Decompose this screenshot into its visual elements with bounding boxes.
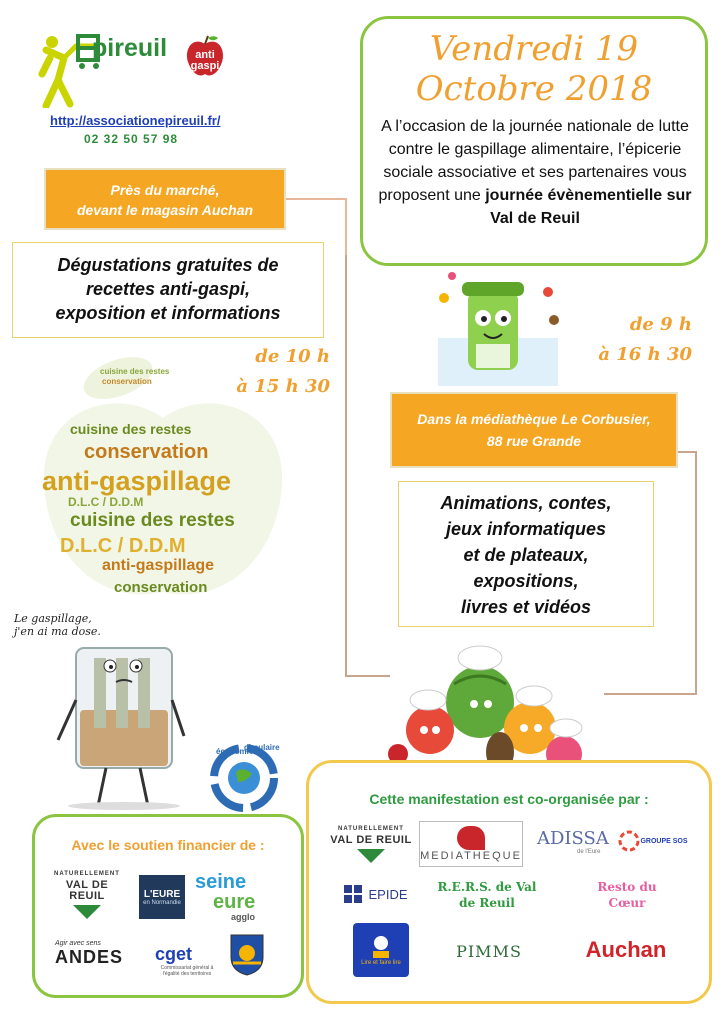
location2-activity-line1: Animations, contes,	[440, 493, 612, 513]
mediatheque-logo	[419, 821, 523, 867]
event-date-box	[360, 16, 708, 266]
location1-activities	[12, 242, 324, 338]
location2-time-from: de 9 h	[629, 314, 692, 335]
rers-logo	[425, 875, 549, 915]
coorganisers-box	[306, 760, 712, 1004]
measuring-glass-illustration	[36, 610, 186, 810]
location2-activity-line2: jeux informatiques	[445, 519, 607, 539]
eure-logo	[139, 875, 185, 919]
fruit-chefs-illustration	[388, 644, 604, 776]
location1-time-from: de 10 h	[255, 346, 330, 367]
event-date	[363, 29, 705, 109]
glass-quote-line1: Le gaspillage,	[14, 612, 92, 625]
vdr-name: VAL DE REUIL	[330, 833, 412, 846]
location1-activity-line1: Dégustations gratuites de	[57, 255, 279, 275]
resto-line1: Resto du	[597, 880, 657, 894]
location2-activity-line5: livres et vidéos	[460, 597, 592, 617]
vdr-tagline: NATURELLEMENT	[338, 825, 404, 832]
cloud-word: conservation	[114, 579, 208, 596]
vdr-name: VAL DE REUIL	[65, 879, 109, 902]
phone-number: 02 32 50 57 98	[84, 132, 179, 146]
eure-sub: en Normandie	[143, 899, 181, 906]
cloud-word: D.L.C / D.D.M	[60, 535, 186, 557]
andes-name: ANDES	[55, 947, 124, 967]
andes-tag: Agir avec sens	[55, 940, 101, 947]
groupe-sos-logo	[613, 825, 693, 857]
reader-icon	[368, 934, 394, 960]
location2-line2: 88 rue Grande	[486, 433, 582, 449]
logo-badge-text: anti gaspi	[190, 49, 220, 72]
location2-time-to: à 16 h 30	[598, 344, 692, 365]
eure-text: eure	[213, 891, 256, 913]
andes-logo	[55, 929, 145, 979]
event-date-line1: Vendredi 19	[429, 29, 639, 69]
cloud-word: D.L.C / D.D.M	[68, 495, 144, 509]
cloud-word: anti-gaspillage	[102, 557, 215, 574]
seine-text: seine	[195, 871, 247, 893]
location2-banner	[390, 392, 678, 468]
event-intro-bold: journée évènementielle sur Val de Reuil	[485, 187, 692, 227]
event-intro-text: A l’occasion de la journée nationale de lutte contre le gaspillage alimentaire, l’épicerie sociale associative et ses partenaires vous proposent une	[378, 118, 689, 204]
val-de-reuil-logo	[47, 871, 127, 917]
location1-banner	[44, 168, 286, 230]
adissa-name: ADISSA	[537, 827, 609, 849]
cloud-word: cuisine des restes	[70, 510, 235, 531]
logo-wordmark: pireuil	[92, 34, 168, 62]
vdr-tagline: NATURELLEMENT	[54, 871, 120, 877]
groupe-sos-icon	[618, 830, 640, 852]
event-intro	[375, 115, 695, 230]
epide-logo	[333, 877, 417, 911]
cloud-word: cuisine des restes	[100, 367, 170, 376]
econ-label: circulaire	[244, 743, 280, 752]
event-date-line2: Octobre 2018	[415, 69, 653, 109]
agglo-text: agglo	[231, 912, 255, 922]
seine-eure-logo	[195, 869, 281, 925]
funding-title: Avec le soutien financier de :	[71, 837, 265, 853]
location2-activity-line3: et de plateaux,	[463, 545, 589, 565]
cloud-word: conservation	[102, 377, 152, 386]
lire-et-faire-lire-logo	[353, 923, 409, 977]
vdr-v-icon	[357, 849, 385, 863]
cget-logo	[155, 935, 219, 985]
word-cloud-apple	[30, 356, 296, 610]
adissa-logo	[537, 823, 615, 859]
coorganisers-title: Cette manifestation est co-organisée par :	[369, 791, 649, 807]
location2-line1: Dans la médiathèque Le Corbusier,	[417, 411, 651, 427]
website-link[interactable]: http://associationepireuil.fr/	[50, 113, 221, 128]
location2-activities	[398, 481, 654, 627]
mediatheque-text: MEDIATHEQUE	[420, 850, 522, 862]
cloud-word: anti-gaspillage	[42, 466, 232, 496]
pimms-logo: PIMMS	[456, 941, 522, 961]
rers-line1: R.E.R.S. de Val	[437, 880, 537, 894]
cloud-word: cuisine des restes	[70, 421, 192, 437]
groupe-sos-text: GROUPE SOS	[640, 837, 688, 845]
cloud-word: conservation	[84, 441, 209, 463]
location1-activity-line2: recettes anti-gaspi,	[85, 279, 251, 299]
location1-activity-line3: exposition et informations	[55, 303, 281, 323]
mediatheque-mark-icon	[457, 826, 485, 850]
epide-text: EPIDE	[368, 886, 408, 902]
val-de-reuil-logo	[329, 819, 413, 867]
location1-time-to: à 15 h 30	[236, 376, 330, 397]
econ-label: économie	[216, 747, 254, 756]
epide-icon	[342, 883, 364, 905]
vdr-v-icon	[73, 905, 101, 919]
location1-line2: devant le magasin Auchan	[76, 202, 254, 218]
eure-name: L'EURE	[143, 888, 181, 900]
location1-line1: Près du marché,	[110, 182, 220, 198]
location2-activity-line4: expositions,	[473, 571, 579, 591]
funding-box	[32, 814, 304, 998]
rers-line2: de Reuil	[459, 896, 515, 910]
anti-gaspi-apple-icon	[184, 34, 226, 78]
adissa-sub: de l'Eure	[577, 848, 601, 855]
cget-sub: Commissariat général à l'égalité des territoires	[160, 964, 214, 977]
resto-line2: Cœur	[608, 896, 646, 910]
restos-du-coeur-logo	[575, 875, 679, 915]
economie-circulaire-icon	[206, 740, 282, 816]
coat-of-arms-icon	[229, 933, 265, 977]
lire-text: Lire et faire lire	[361, 960, 401, 966]
chef-bin-illustration	[428, 268, 568, 388]
glass-quote-line2: j'en ai ma dose.	[14, 625, 101, 638]
auchan-logo: Auchan	[585, 937, 667, 962]
cget-name: cget	[155, 943, 193, 964]
location2-time	[572, 310, 692, 370]
